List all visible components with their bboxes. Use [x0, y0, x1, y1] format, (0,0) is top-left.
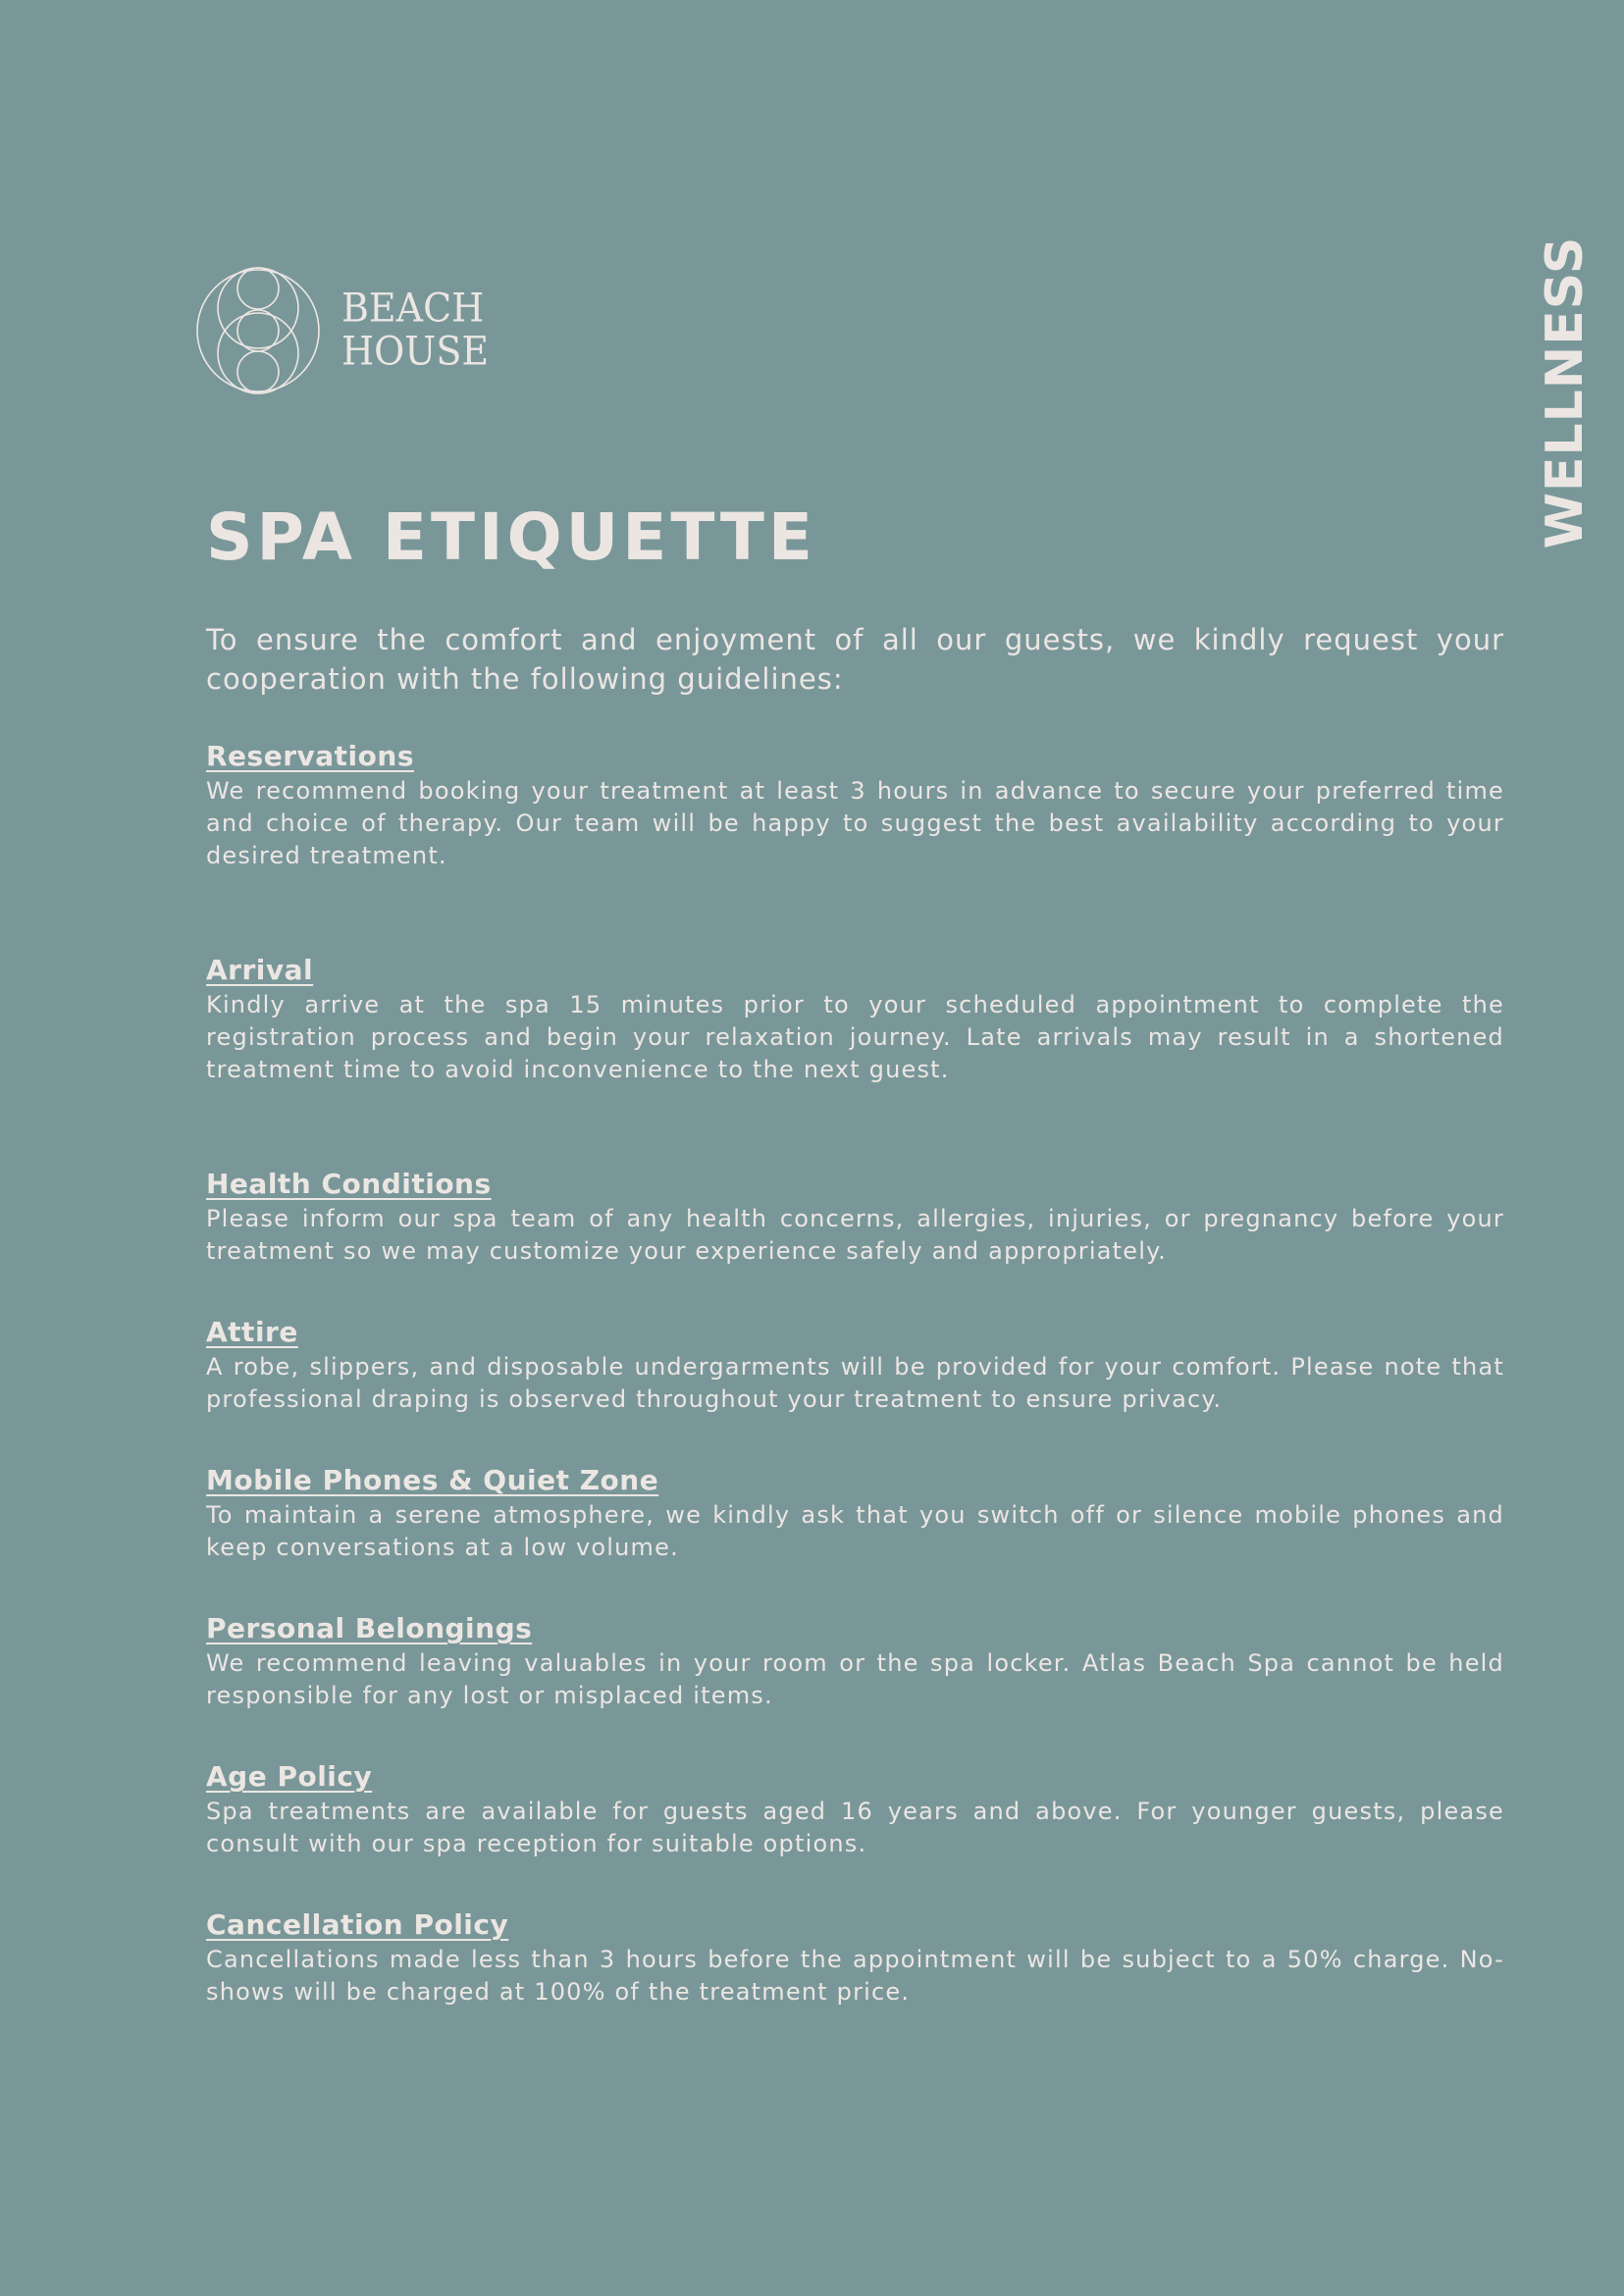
section-heading: Arrival	[206, 954, 314, 986]
logo-circles-icon	[196, 267, 324, 394]
section-attire	[206, 1314, 1504, 1416]
document-body	[206, 498, 1504, 2009]
section-heading: Health Conditions	[206, 1168, 492, 1200]
section-body: A robe, slippers, and disposable undergarments will be provided for your comfort. Please note that professional draping is observed throughout your treatment to ensure privacy.	[206, 1353, 1504, 1413]
logo-line-1: BEACH	[341, 285, 485, 332]
section-heading: Attire	[206, 1316, 298, 1348]
logo-wordmark	[341, 287, 489, 373]
section-body: We recommend leaving valuables in your room or the spa locker. Atlas Beach Spa cannot be held responsible for any lost or misplaced items.	[206, 1649, 1504, 1709]
section-mobile-phones	[206, 1462, 1504, 1564]
section-heading: Personal Belongings	[206, 1612, 533, 1644]
page-title: SPA ETIQUETTE	[206, 499, 816, 575]
section-personal-belongings	[206, 1610, 1504, 1712]
section-age-policy	[206, 1758, 1504, 1860]
section-body: To maintain a serene atmosphere, we kindly ask that you switch off or silence mobile phones and keep conversations at a low volume.	[206, 1501, 1504, 1561]
section-body: Please inform our spa team of any health concerns, allergies, injuries, or pregnancy before your treatment so we may customize your experience safely and appropriately.	[206, 1205, 1504, 1265]
logo-line-2: HOUSE	[341, 328, 490, 375]
brand-logo	[196, 267, 491, 394]
section-body: Spa treatments are available for guests aged 16 years and above. For younger guests, please consult with our spa reception for suitable options.	[206, 1798, 1504, 1857]
section-cancellation-policy	[206, 1906, 1504, 2009]
section-heading: Cancellation Policy	[206, 1908, 509, 1941]
section-health-conditions	[206, 1166, 1504, 1268]
section-body: Kindly arrive at the spa 15 minutes prior to your scheduled appointment to complete the registration process and begin your relaxation journey. Late arrivals may result in a shortened treatment time to avoid inconvenience to the next guest.	[206, 991, 1504, 1083]
section-heading: Age Policy	[206, 1760, 373, 1793]
section-arrival	[206, 952, 1504, 1086]
section-heading: Reservations	[206, 740, 414, 772]
section-heading: Mobile Phones & Quiet Zone	[206, 1464, 659, 1496]
intro-paragraph: To ensure the comfort and enjoyment of all our guests, we kindly request your cooperation with the following guidelines:	[206, 623, 1504, 696]
section-body: We recommend booking your treatment at least 3 hours in advance to secure your preferred time and choice of therapy. Our team will be happy to suggest the best availability according to your desired treatment.	[206, 777, 1504, 869]
side-label-wellness: WELLNESS	[1536, 235, 1595, 549]
section-reservations	[206, 738, 1504, 872]
section-body: Cancellations made less than 3 hours before the appointment will be subject to a 50% charge. No-shows will be charged at 100% of the treatment price.	[206, 1946, 1504, 2006]
